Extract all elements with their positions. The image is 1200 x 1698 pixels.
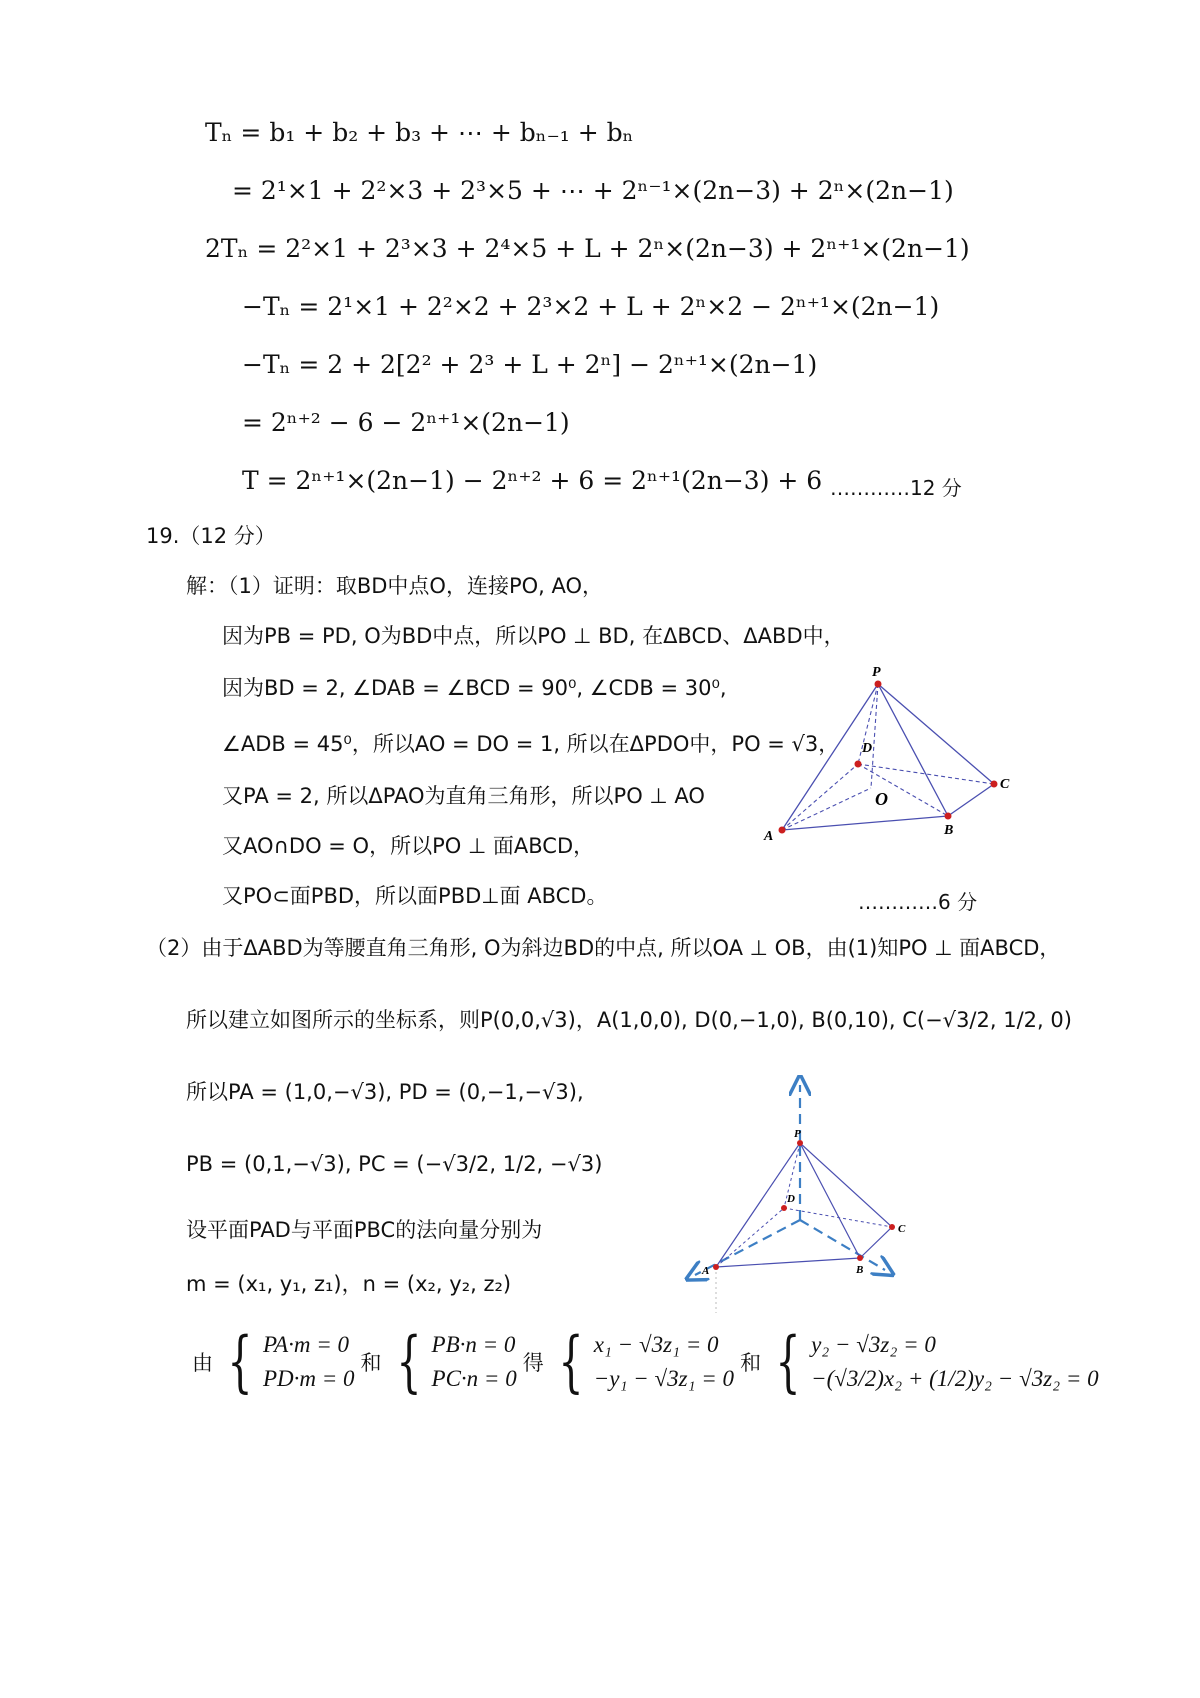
proof-step-3: 因为BD = 2, ∠DAB = ∠BCD = 90⁰, ∠CDB = 30⁰, — [222, 676, 727, 700]
fig2-label-p: P — [794, 1128, 801, 1140]
proof-step-1: 解：（1）证明：取BD中点O，连接PO, AO， — [186, 574, 604, 598]
part2-line-5: 设平面PAD与平面PBC的法向量分别为 — [186, 1218, 543, 1242]
fig2-label-d: D — [787, 1193, 795, 1205]
proof-step-4: ∠ADB = 45⁰，所以AO = DO = 1, 所以在ΔPDO中，PO = √3， — [222, 732, 840, 756]
fig1-label-a: A — [764, 829, 774, 844]
neg-tn-line-1: −Tₙ = 2¹×1 + 2²×2 + 2³×2 + L + 2ⁿ×2 − 2ⁿ⁺¹×(2n−1) — [242, 292, 940, 321]
brace-3: { — [558, 1323, 584, 1400]
part2-line-6: m = (x₁, y₁, z₁)，n = (x₂, y₂, z₂) — [186, 1272, 512, 1296]
system-3 — [594, 1328, 734, 1396]
brace-4: { — [775, 1323, 801, 1400]
fig1-label-d: D — [862, 741, 873, 756]
system-1-eq-b: PD·m = 0 — [263, 1366, 355, 1391]
system-2-eq-a: PB·n = 0 — [431, 1332, 516, 1357]
pyramid-figure-2 — [680, 1075, 940, 1315]
system-4 — [811, 1328, 1099, 1396]
system-1 — [263, 1328, 355, 1396]
fig2-label-b: B — [856, 1264, 864, 1276]
proof-step-2: 因为PB = PD, O为BD中点，所以PO ⊥ BD, 在ΔBCD、ΔABD中， — [222, 624, 845, 648]
system-3-eq-a: x₁ − √3z₁ = 0 — [593, 1332, 719, 1357]
conn-get: 得 — [522, 1351, 544, 1375]
equation-systems — [186, 1323, 1099, 1400]
part2-line-1: （2）由于ΔABD为等腰直角三角形, O为斜边BD的中点, 所以OA ⊥ OB，由(1)知PO ⊥ 面ABCD， — [146, 936, 1061, 960]
part2-line-4: PB = (0,1,−√3), PC = (−√3/2, 1/2, −√3) — [186, 1152, 603, 1176]
fig2-label-a: A — [702, 1265, 710, 1277]
neg-tn-line-2: −Tₙ = 2 + 2[2² + 2³ + L + 2ⁿ] − 2ⁿ⁺¹×(2n−1) — [242, 350, 818, 379]
conn-and-1: 和 — [360, 1351, 382, 1375]
proof-step-5: 又PA = 2, 所以ΔPAO为直角三角形，所以PO ⊥ AO — [222, 784, 705, 808]
fig1-label-p: P — [872, 665, 881, 680]
two-tn-line: 2Tₙ = 2²×1 + 2³×3 + 2⁴×5 + L + 2ⁿ×(2n−3) + 2ⁿ⁺¹×(2n−1) — [205, 234, 970, 263]
conn-you: 由 — [192, 1351, 213, 1375]
tn-result-line: T = 2ⁿ⁺¹×(2n−1) − 2ⁿ⁺² + 6 = 2ⁿ⁺¹(2n−3) + 6 — [242, 466, 823, 495]
pyramid-figure-1 — [740, 660, 1040, 860]
score-6: …………6 分 — [858, 890, 978, 914]
fig1-label-c: C — [1000, 777, 1010, 792]
brace-2: { — [395, 1323, 422, 1400]
fig2-label-c: C — [898, 1223, 906, 1235]
fig1-label-b: B — [944, 823, 954, 838]
system-4-eq-b: −(√3/2)x₂ + (1/2)y₂ − √3z₂ = 0 — [811, 1366, 1099, 1391]
problem-19-header: 19.（12 分） — [146, 524, 276, 548]
system-2 — [432, 1328, 517, 1396]
system-3-eq-b: −y₁ − √3z₁ = 0 — [593, 1366, 735, 1391]
score-12: …………12 分 — [830, 476, 962, 500]
system-1-eq-a: PA·m = 0 — [263, 1332, 350, 1357]
fig1-label-o: O — [875, 789, 888, 809]
simplified-line: = 2ⁿ⁺² − 6 − 2ⁿ⁺¹×(2n−1) — [242, 408, 570, 437]
proof-step-7: 又PO⊂面PBD，所以面PBD⊥面 ABCD。 — [222, 884, 608, 908]
system-2-eq-b: PC·n = 0 — [431, 1366, 517, 1391]
conn-and-2: 和 — [740, 1351, 762, 1375]
part2-line-2: 所以建立如图所示的坐标系，则P(0,0,√3)，A(1,0,0), D(0,−1,0), B(0,10), C(−√3/2, 1/2, 0) — [186, 1008, 1072, 1032]
system-4-eq-a: y₂ − √3z₂ = 0 — [811, 1332, 936, 1357]
brace-1: { — [227, 1323, 253, 1400]
proof-step-6: 又AO∩DO = O，所以PO ⊥ 面ABCD， — [222, 834, 595, 858]
tn-expansion-line: = 2¹×1 + 2²×3 + 2³×5 + ⋯ + 2ⁿ⁻¹×(2n−3) + 2ⁿ×(2n−1) — [232, 176, 954, 205]
part2-line-3: 所以PA = (1,0,−√3), PD = (0,−1,−√3), — [186, 1080, 584, 1104]
tn-sum-line: Tₙ = b₁ + b₂ + b₃ + ⋯ + bₙ₋₁ + bₙ — [205, 118, 634, 147]
